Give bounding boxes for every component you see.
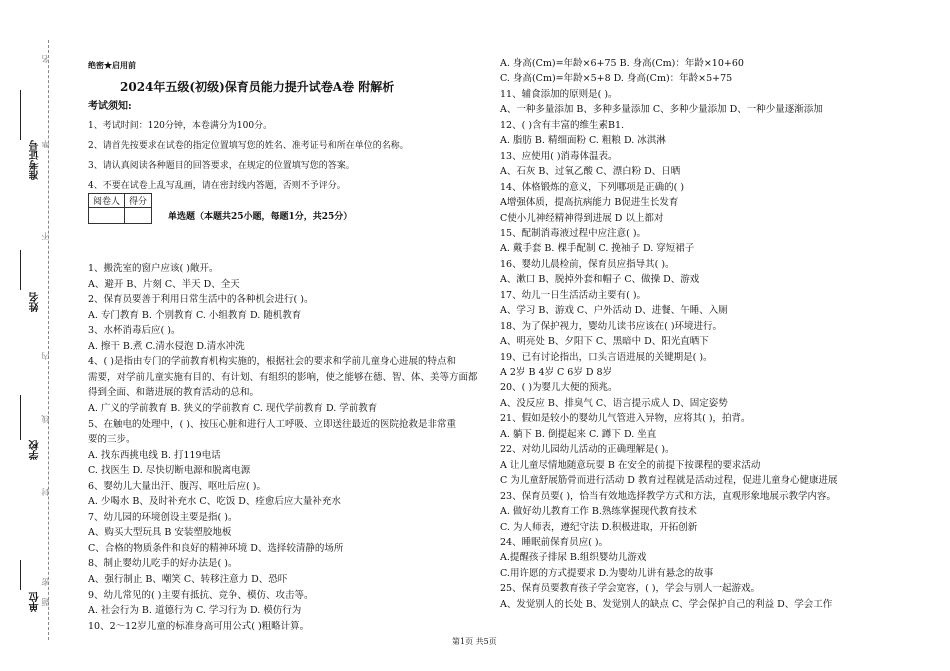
grader-blank[interactable] (89, 208, 125, 224)
question-line: A. 擦干 B.煮 C.清水侵泡 D.清水冲洗 (88, 340, 245, 352)
question-line: 3、水杯消毒后应( )。 (88, 325, 181, 337)
page-title: 2024年五级(初级)保育员能力提升试卷A卷 附解析 (120, 80, 395, 94)
question-line: C. 找医生 D. 尽快切断电源和脱离电源 (88, 465, 251, 477)
confidential-label: 绝密★启用前 (88, 60, 136, 70)
question-line: A. 戴手套 B. 棵手配制 C. 挽袖子 D. 穿短裙子 (500, 243, 695, 255)
question-line: 13、应使用( )消毒体温表。 (500, 150, 618, 162)
notice-item: 3、请认真阅读各种题目的回答要求，在规定的位置填写您的答案。 (88, 161, 355, 171)
question-line: 8、制止婴幼儿吃手的好办法是( )。 (88, 558, 238, 570)
question-line: A、学习 B、游戏 C、户外活动 D、进餐、午睡、入厕 (500, 305, 728, 317)
question-line: A. 少喝水 B、及时补充水 C、吃饭 D、痊愈后应大量补充水 (88, 496, 341, 508)
question-line: 9、幼儿常见的( )主要有抵抗、竞争、模仿、攻击等。 (88, 589, 314, 601)
score-blank[interactable] (125, 208, 152, 224)
question-line: C. 为人师表，遵纪守法 D.积极进取，开拓创新 (500, 521, 698, 533)
question-line: 20、( )为婴儿大便的预兆。 (500, 382, 618, 394)
question-line: C、合格的物质条件和良好的精神环境 D、选择较清静的场所 (88, 542, 344, 554)
question-line: C. 身高(Cm)=年龄×5+8 D. 身高(Cm)：年龄×5+75 (500, 73, 733, 85)
question-line: A. 找东西挑电线 B. 打119电话 (88, 449, 221, 461)
question-line: A、一种多量添加 B、多种多量添加 C、多种少量添加 D、一种少量逐渐添加 (500, 104, 823, 116)
unit-label: 单位 (30, 592, 41, 612)
question-line: A、没反应 B、排臭气 C、语言提示成人 D、固定姿势 (500, 397, 728, 409)
question-line: A. 广义的学前教育 B. 狭义的学前教育 C. 现代学前教育 D. 学前教育 (88, 402, 378, 414)
question-line: 21、假如是较小的婴幼儿气管进入异物，应将其( )，拍背。 (500, 413, 751, 425)
question-line: A.提醒孩子排尿 B.组织婴幼儿游戏 (500, 552, 647, 564)
question-line: 12、( )含有丰富的维生素B1. (500, 119, 625, 131)
question-line: A、发觉别人的长处 B、发觉别人的缺点 C、学会保护自己的利益 D、学会工作 (500, 598, 833, 610)
question-line: C使小儿神经精神得到进展 D 以上都对 (500, 212, 664, 224)
question-line: 4、( )是指由专门的学前教育机构实施的，根据社会的要求和学前儿童身心进展的特点和 (88, 356, 456, 368)
notice-item: 2、请首先按要求在试卷的指定位置填写您的姓名、准考证号和所在单位的名称。 (88, 141, 409, 151)
question-line: 要的三步。 (88, 434, 136, 446)
grader-cell: 阅卷人 (89, 194, 125, 208)
question-line: 17、幼儿一日生活活动主要有( )。 (500, 289, 647, 301)
question-line: 10、2～12岁儿童的标准身高可用公式( )粗略计算。 (88, 620, 310, 632)
margin-mark: 内 (41, 352, 50, 360)
question-line: A、避开 B、片刻 C、半天 D、全天 (88, 278, 240, 290)
margin-mark: 密 (41, 578, 50, 586)
question-line: A、漱口 B、脱掉外套和帽子 C、做操 D、游戏 (500, 274, 700, 286)
margin-mark: 封 (41, 488, 50, 496)
question-line: 1、搬洗室的窗户应该( )敞开。 (88, 263, 219, 274)
question-line: A、强行制止 B、嘲笑 C、转移注意力 D、恐吓 (88, 574, 288, 585)
question-line: 23、保育员要( )，恰当有效地选择教学方式和方法，直观形象地展示教学内容。 (500, 490, 837, 502)
margin-mark: 不 (41, 232, 50, 240)
question-line: C.用许愿的方式提要求 D.为婴幼儿讲有悬念的故事 (500, 567, 714, 579)
question-line: A. 社会行为 B. 道德行为 C. 学习行为 D. 模仿行为 (88, 605, 302, 617)
question-line: 2、保育员要善于利用日常生活中的各种机会进行( )。 (88, 294, 314, 306)
question-line: 7、幼儿园的环境创设主要是指( )。 (88, 511, 238, 523)
question-line: A 2岁 B 4岁 C 6岁 D 8岁 (500, 367, 613, 378)
question-line: 18、为了保护视力，婴幼儿读书应该在( )环境进行。 (500, 320, 723, 332)
margin-mark: 线 (41, 415, 50, 423)
question-line: A. 脂肪 B. 精细面粉 C. 粗粮 D. 冰淇淋 (500, 135, 666, 147)
question-line: 6、婴幼儿大量出汗、腹泻、呕吐后应( )。 (88, 480, 266, 492)
question-line: A 让儿童尽情地随意玩耍 B 在安全的前提下按课程的要求活动 (500, 459, 761, 471)
exam-number-label: 准考证号 (30, 140, 41, 180)
question-line: A、石灰 B、过氧乙酸 C、漂白粉 D、日晒 (500, 166, 681, 178)
question-line: 11、辅食添加的原则是( )。 (500, 88, 618, 100)
question-line: 15、配制消毒液过程中应注意( )。 (500, 227, 647, 239)
question-line: 得到全面、和谐进展的教育活动的总和。 (88, 387, 260, 399)
margin-mark: 题 (41, 598, 50, 606)
school-label: 学校 (30, 440, 41, 460)
section-title: 单选题（本题共25小题，每题1分，共25分） (168, 212, 353, 222)
page-footer: 第1页 共5页 (452, 637, 497, 646)
question-line: A、购买大型玩具 B 安装塑胶地板 (88, 527, 232, 539)
question-line: A. 做好幼儿教育工作 B.熟练掌握现代教育技术 (500, 506, 697, 518)
question-line: A. 专门教育 B. 个别教育 C. 小组教育 D. 随机教育 (88, 309, 302, 321)
margin-mark: 名 (41, 55, 50, 63)
notice-heading: 考试须知: (88, 101, 132, 112)
question-line: 22、对幼儿园幼儿活动的正确理解是( )。 (500, 444, 675, 456)
question-line: A. 躺下 B. 倒提起来 C. 蹲下 D. 坐直 (500, 428, 657, 440)
question-line: A增强体质，提高抗病能力 B促进生长发育 (500, 197, 679, 209)
score-cell: 得分 (125, 194, 152, 208)
name-label: 姓名 (30, 292, 41, 312)
score-box (88, 193, 152, 224)
question-line: A. 身高(Cm)=年龄×6+75 B. 身高(Cm)：年龄×10+60 (500, 58, 744, 69)
question-line: 16、婴幼儿晨检前，保育员应指导其( )。 (500, 258, 675, 270)
question-line: 25、保育员要教育孩子学会宽容，( )，学会与别人一起游戏。 (500, 583, 761, 595)
question-line: C 为儿童舒展筋骨而进行活动 D 教育过程就是活动过程，促进儿童身心健康进展 (500, 475, 838, 487)
question-line: A、明亮处 B、夕阳下 C、黑暗中 D、阳光直晒下 (500, 336, 709, 348)
question-line: 19、已有讨论指出，口头言语进展的关键期是( )。 (500, 351, 713, 363)
notice-item: 1、考试时间：120分钟，本卷满分为100分。 (88, 121, 273, 131)
margin-mark: 準 (41, 140, 50, 148)
question-line: 需要，对学前儿童实施有目的、有计划、有组织的影响，使之能够在德、智、体、美等方面都 (88, 371, 478, 383)
question-line: 14、体格锻炼的意义，下列哪项是正确的( ) (500, 181, 685, 193)
question-line: 5、在触电的处理中，( )、按压心脏和进行人工呼吸、立即送往最近的医院抢救是非常重 (88, 418, 456, 430)
notice-item: 4、不要在试卷上乱写乱画，请在密封线内答题，否则不予评分。 (88, 181, 346, 191)
question-line: 24、睡眠前保育员应( )。 (500, 536, 609, 548)
